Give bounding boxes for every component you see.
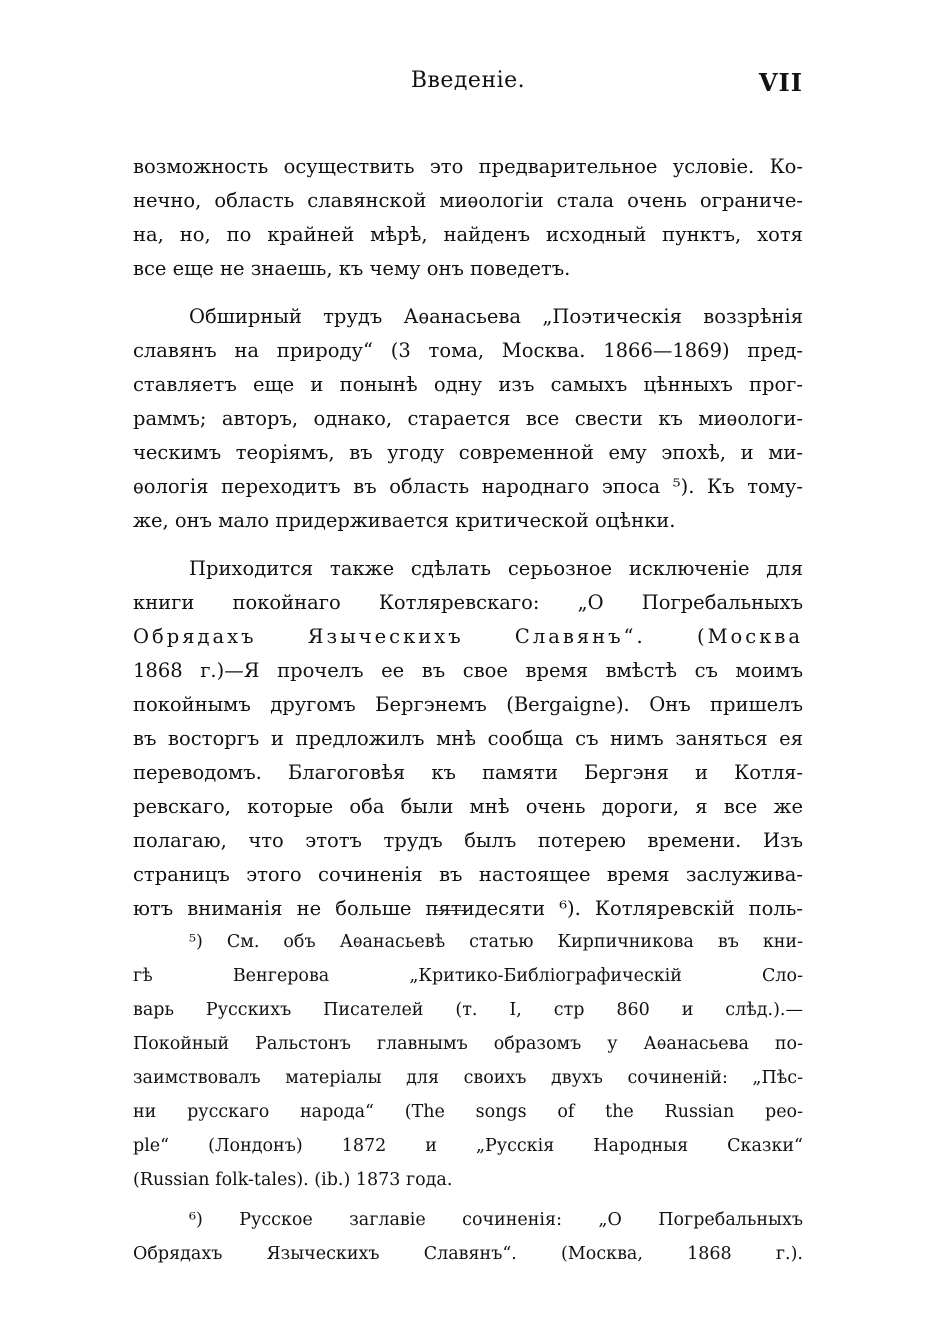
running-title: Введеніе. — [410, 68, 526, 93]
text-line: славянъ на природу“ (3 тома, Москва. 1866—1869) пред- — [133, 339, 803, 362]
text-line: Приходится также сдѣлать серьозное исключеніе для — [189, 557, 803, 580]
text-line: полагаю, что этотъ трудъ былъ потерею времени. Изъ — [133, 829, 803, 852]
text-line: ставляетъ еще и понынѣ одну изъ самыхъ цѣнныхъ прог- — [133, 373, 803, 396]
text-line: ѳологія переходитъ въ область народнаго эпоса ⁵). Къ тому- — [133, 475, 803, 498]
footnote-line: гѣ Венгерова „Критико-Библіографическій Сло- — [133, 966, 803, 986]
footnote-line: ple“ (Лондонъ) 1872 и „Русскія Народныя Сказки“ — [133, 1136, 803, 1156]
footnote-6 — [133, 1206, 803, 1274]
text-line: ческимъ теоріямъ, въ угоду современной ему эпохѣ, и ми- — [133, 441, 803, 464]
footnote-line: ⁵) См. объ Аѳанасьевѣ статью Кирпичникова въ кни- — [189, 932, 803, 952]
paragraph-3 — [133, 552, 803, 926]
text-line: нечно, область славянской миѳологіи стала очень ограниче- — [133, 189, 803, 212]
footnote-5 — [133, 928, 803, 1200]
text-line: въ восторгъ и предложилъ мнѣ сообща съ нимъ заняться ея — [133, 727, 803, 750]
text-line: на, но, по крайней мѣрѣ, найденъ исходный пунктъ, хотя — [133, 223, 803, 246]
footnote-line: ⁶) Русское заглавіе сочиненія: „О Погребальныхъ — [189, 1210, 803, 1230]
footnote-line: варь Русскихъ Писателей (т. I, стр 860 и слѣд.).— — [133, 1000, 803, 1020]
text-line: Обрядахъ Языческихъ Славянъ“. (Москва — [133, 625, 803, 648]
text-line: покойнымъ другомъ Бергэнемъ (Bergaigne). Онъ пришелъ — [133, 693, 803, 716]
main-text — [133, 150, 803, 926]
text-line: Обширный трудъ Аѳанасьева „Поэтическія воззрѣнія — [189, 305, 803, 328]
text-line: все еще не знаешь, къ чему онъ поведетъ. — [133, 257, 571, 280]
footnote-line: ни русскаго народа“ (The songs of the Russian peo- — [133, 1102, 803, 1122]
text-line: страницъ этого сочиненія въ настоящее время заслужива- — [133, 863, 803, 886]
paragraph-1 — [133, 150, 803, 286]
paragraph-2 — [133, 300, 803, 538]
text-line: книги покойнаго Котляревскаго: „О Погребальныхъ — [133, 591, 803, 614]
text-line: же, онъ мало придерживается критической оцѣнки. — [133, 509, 676, 532]
footnote-line: (Russian folk-tales). (ib.) 1873 года. — [133, 1170, 453, 1190]
footnote-line: Покойный Ральстонъ главнымъ образомъ у Аѳанасьева по- — [133, 1034, 803, 1054]
text-line: ревскаго, которые оба были мнѣ очень дороги, я все же — [133, 795, 803, 818]
footnote-line: Обрядахъ Языческихъ Славянъ“. (Москва, 1868 г.). — [133, 1244, 803, 1264]
text-line: возможность осуществить это предварительное условіе. Ко- — [133, 155, 803, 178]
footnote-line: заимствовалъ матеріалы для своихъ двухъ сочиненій: „Пѣс- — [133, 1068, 803, 1088]
footnotes — [133, 928, 803, 1274]
text-line: 1868 г.)—Я прочелъ ее въ свое время вмѣстѣ съ моимъ — [133, 659, 803, 682]
text-line: раммъ; авторъ, однако, старается все свести къ миѳологи- — [133, 407, 803, 430]
page-number: VII — [758, 68, 803, 97]
footnote-separator — [433, 910, 469, 911]
page-header — [133, 68, 803, 104]
text-line: переводомъ. Благоговѣя къ памяти Бергэня и Котля- — [133, 761, 803, 784]
text-line: ютъ вниманія не больше пятидесяти ⁶). Котляревскій поль- — [133, 897, 803, 920]
